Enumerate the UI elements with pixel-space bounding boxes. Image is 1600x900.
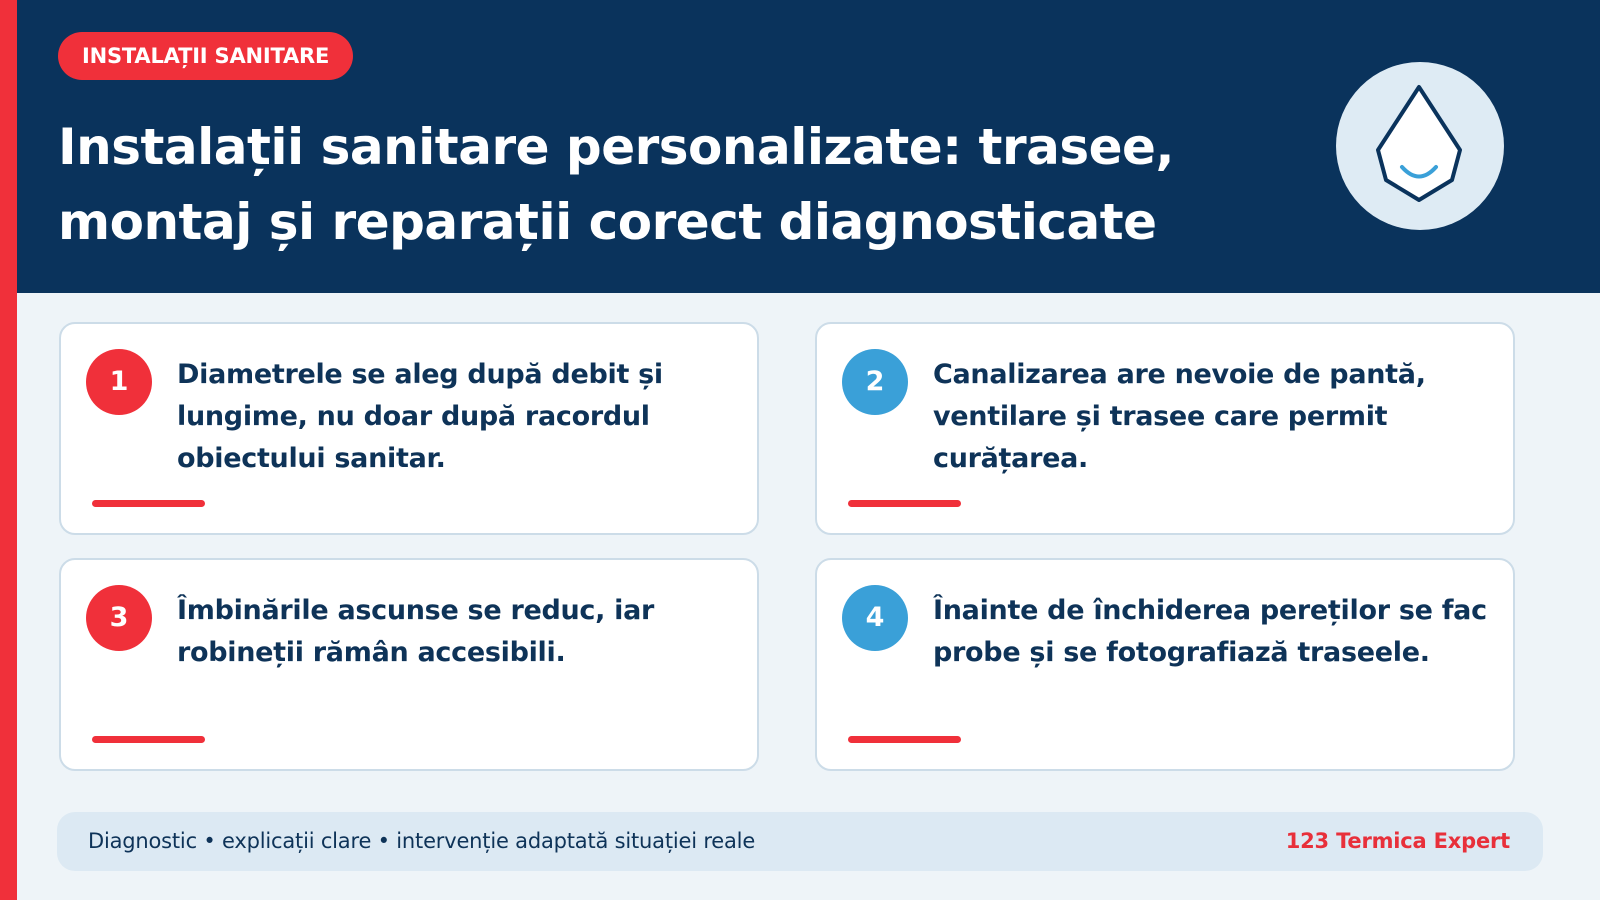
card-text: Înainte de închiderea pereților se fac probe și se fotografiază traseele. [933, 595, 1487, 668]
footer-brand: 123 Termica Expert [1285, 829, 1510, 853]
card-underline [92, 500, 205, 507]
card-number-badge: 3 [86, 585, 152, 651]
card-1 [59, 322, 759, 535]
card-2 [815, 322, 1515, 535]
card-number-badge: 2 [842, 349, 908, 415]
category-tag: INSTALAȚII SANITARE [58, 32, 353, 80]
left-accent-bar [0, 0, 17, 900]
card-underline [848, 736, 961, 743]
footer-bar [57, 812, 1543, 871]
water-drop-smile-icon [1336, 62, 1504, 230]
header-banner [17, 0, 1600, 293]
card-text: Diametrele se aleg după debit și lungime, nu doar după racordul obiectului sanitar. [177, 359, 663, 474]
card-text: Îmbinările ascunse se reduc, iar robineții rămân accesibili. [177, 595, 655, 668]
page-title [58, 110, 1258, 260]
footer-tagline: Diagnostic • explicații clare • intervenție adaptată situației reale [88, 829, 756, 853]
water-drop-logo [1336, 62, 1504, 230]
card-3 [59, 558, 759, 771]
card-number-badge: 4 [842, 585, 908, 651]
card-4 [815, 558, 1515, 771]
card-underline [92, 736, 205, 743]
page-title-line-1: Instalații sanitare personalizate: trasee, [58, 118, 1174, 176]
card-text: Canalizarea are nevoie de pantă, ventilare și trasee care permit curățarea. [933, 359, 1426, 474]
card-underline [848, 500, 961, 507]
page-title-line-2: montaj și reparații corect diagnosticate [58, 193, 1157, 251]
card-number-badge: 1 [86, 349, 152, 415]
